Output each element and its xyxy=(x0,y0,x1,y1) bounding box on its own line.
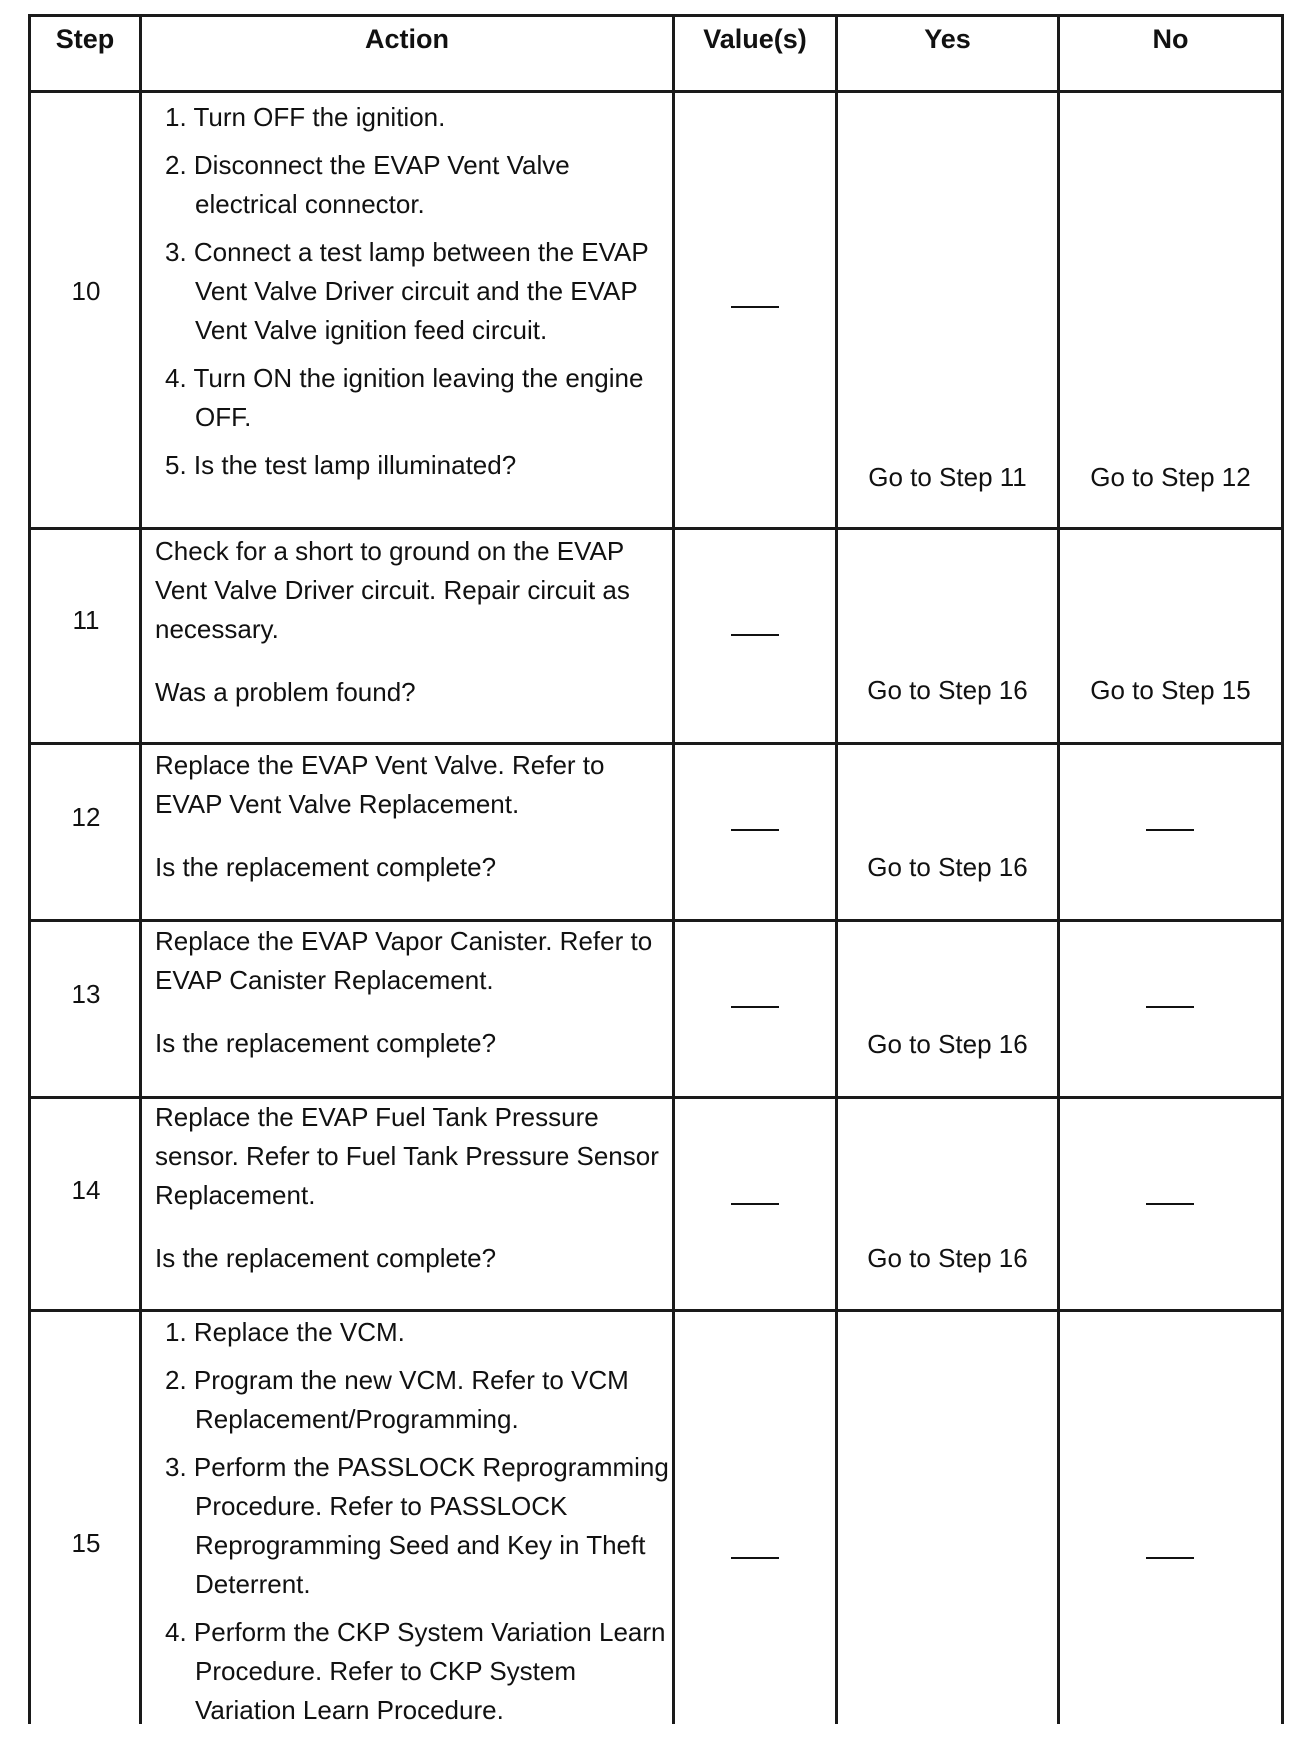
action-question: Was a problem found? xyxy=(155,677,416,707)
value-dash xyxy=(731,306,779,308)
row-divider xyxy=(28,527,1284,530)
header-divider xyxy=(28,90,1284,93)
value-dash xyxy=(731,634,779,636)
header-action: Action xyxy=(365,24,449,54)
action-item: 2. Disconnect the EVAP Vent Valve electrical connector. xyxy=(165,150,570,219)
no-dash xyxy=(1146,829,1194,831)
step-number: 12 xyxy=(71,802,101,832)
action-item: 5. Is the test lamp illuminated? xyxy=(165,450,517,480)
action-text: Check for a short to ground on the EVAP Vent Valve Driver circuit. Repair circuit as necessary. xyxy=(155,536,630,644)
action-cell xyxy=(155,1313,675,1739)
yes-outcome: Go to Step 11 xyxy=(868,462,1027,492)
value-dash xyxy=(731,1006,779,1008)
value-dash xyxy=(731,1203,779,1205)
yes-outcome: Go to Step 16 xyxy=(867,1029,1028,1059)
action-item: 1. Replace the VCM. xyxy=(165,1317,405,1347)
yes-outcome: Go to Step 16 xyxy=(867,675,1028,705)
action-cell xyxy=(155,922,675,1063)
action-item: 4. Turn ON the ignition leaving the engine OFF. xyxy=(165,363,644,432)
header-yes: Yes xyxy=(924,24,971,54)
action-item: 4. Perform the CKP System Variation Learn Procedure. Refer to CKP System Variation Learn Procedure. xyxy=(165,1617,666,1725)
step-number: 10 xyxy=(71,276,101,306)
action-item: 3. Perform the PASSLOCK Reprogramming Procedure. Refer to PASSLOCK Reprogramming Seed and Key in Theft Deterrent. xyxy=(165,1452,669,1599)
no-dash xyxy=(1146,1006,1194,1008)
table-border-left xyxy=(28,14,31,1724)
action-question: Is the replacement complete? xyxy=(155,1028,497,1058)
action-item: 1. Turn OFF the ignition. xyxy=(165,102,446,132)
yes-outcome: Go to Step 16 xyxy=(867,852,1028,882)
no-outcome: Go to Step 15 xyxy=(1090,675,1251,705)
action-item: 3. Connect a test lamp between the EVAP Vent Valve Driver circuit and the EVAP Vent Valve ignition feed circuit. xyxy=(165,237,649,345)
yes-outcome: Go to Step 16 xyxy=(867,1243,1028,1273)
action-cell xyxy=(155,98,675,494)
action-item: 2. Program the new VCM. Refer to VCM Replacement/Programming. xyxy=(165,1365,629,1434)
no-dash xyxy=(1146,1557,1194,1559)
header-step: Step xyxy=(55,24,115,54)
step-number: 11 xyxy=(72,605,100,635)
row-divider xyxy=(28,742,1284,745)
table-border-right xyxy=(1281,14,1284,1724)
action-question: Is the replacement complete? xyxy=(155,852,497,882)
step-number: 15 xyxy=(71,1528,101,1558)
action-text: Replace the EVAP Vent Valve. Refer to EVAP Vent Valve Replacement. xyxy=(155,750,605,819)
table-border-top xyxy=(28,14,1284,17)
column-divider xyxy=(139,14,142,1724)
no-dash xyxy=(1146,1203,1194,1205)
column-divider xyxy=(1057,14,1060,1724)
row-divider xyxy=(28,1309,1284,1312)
action-cell xyxy=(155,1098,675,1278)
action-cell xyxy=(155,532,675,712)
action-text: Replace the EVAP Fuel Tank Pressure sensor. Refer to Fuel Tank Pressure Sensor Replacement. xyxy=(155,1102,659,1210)
action-question: Is the replacement complete? xyxy=(155,1243,497,1273)
header-no: No xyxy=(1152,24,1189,54)
step-number: 14 xyxy=(71,1175,101,1205)
action-text: Replace the EVAP Vapor Canister. Refer to EVAP Canister Replacement. xyxy=(155,926,653,995)
value-dash xyxy=(731,1557,779,1559)
action-cell xyxy=(155,746,675,887)
header-values: Value(s) xyxy=(703,24,807,54)
no-outcome: Go to Step 12 xyxy=(1090,462,1251,492)
step-number: 13 xyxy=(71,979,101,1009)
value-dash xyxy=(731,829,779,831)
